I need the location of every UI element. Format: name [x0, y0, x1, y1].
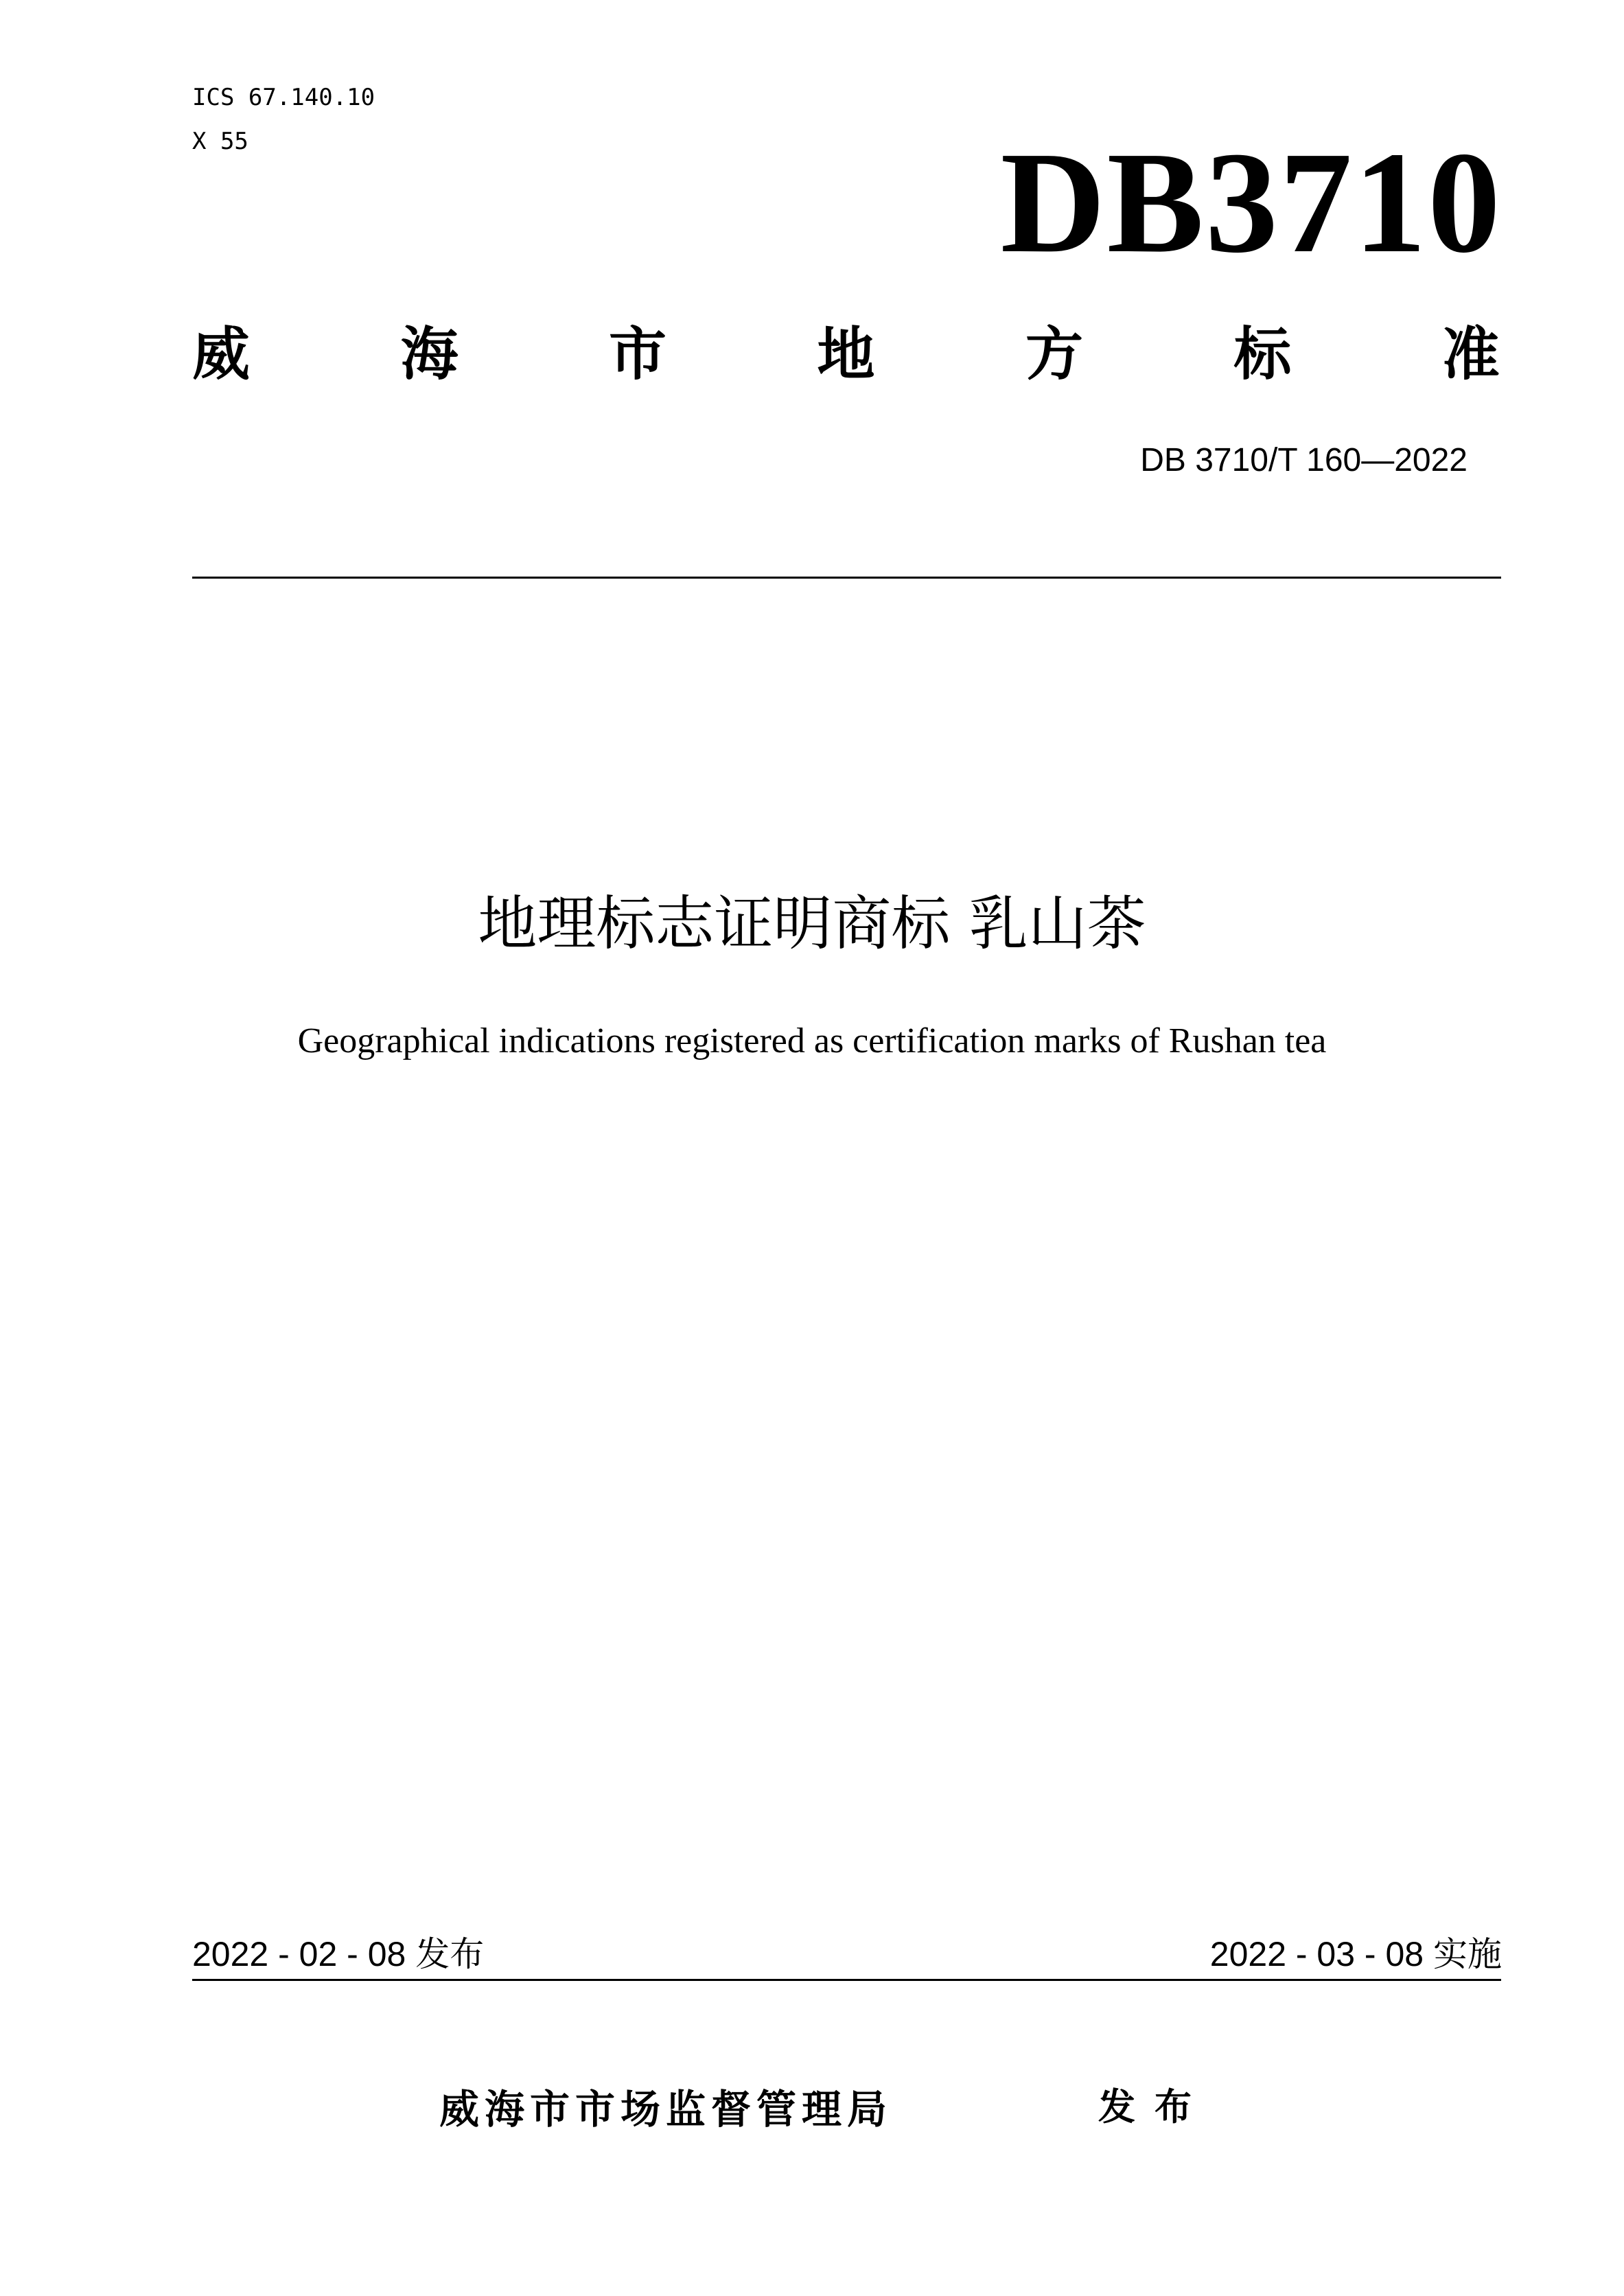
- document-title-chinese: 地理标志证明商标 乳山茶: [478, 890, 1146, 958]
- date-divider: [192, 1979, 1501, 1981]
- issue-date: 2022 - 02 - 08 发布: [192, 1935, 485, 1973]
- document-title-english: Geographical indications registered as certification marks of Rushan tea: [297, 1021, 1327, 1060]
- standard-mark: DB3710: [1000, 121, 1502, 283]
- category-char: 准: [1441, 321, 1500, 388]
- ics-code: ICS 67.140.10: [192, 84, 375, 111]
- issuing-authority: 威海市市场监督管理局: [439, 2086, 893, 2133]
- category-char: 方: [1025, 321, 1083, 388]
- standard-number: DB 3710/T 160—2022: [1140, 442, 1468, 478]
- category-char: 标: [1233, 321, 1292, 388]
- effective-date: 2022 - 03 - 08 实施: [1209, 1935, 1502, 1973]
- category-char: 市: [608, 321, 666, 388]
- header-divider: [192, 577, 1501, 579]
- category-char: 地: [817, 321, 875, 388]
- classification-code: X 55: [192, 128, 248, 155]
- category-char: 威: [192, 321, 251, 388]
- document-category: [192, 321, 1500, 387]
- category-char: 海: [400, 321, 459, 388]
- issue-label: 发布: [1098, 2085, 1211, 2129]
